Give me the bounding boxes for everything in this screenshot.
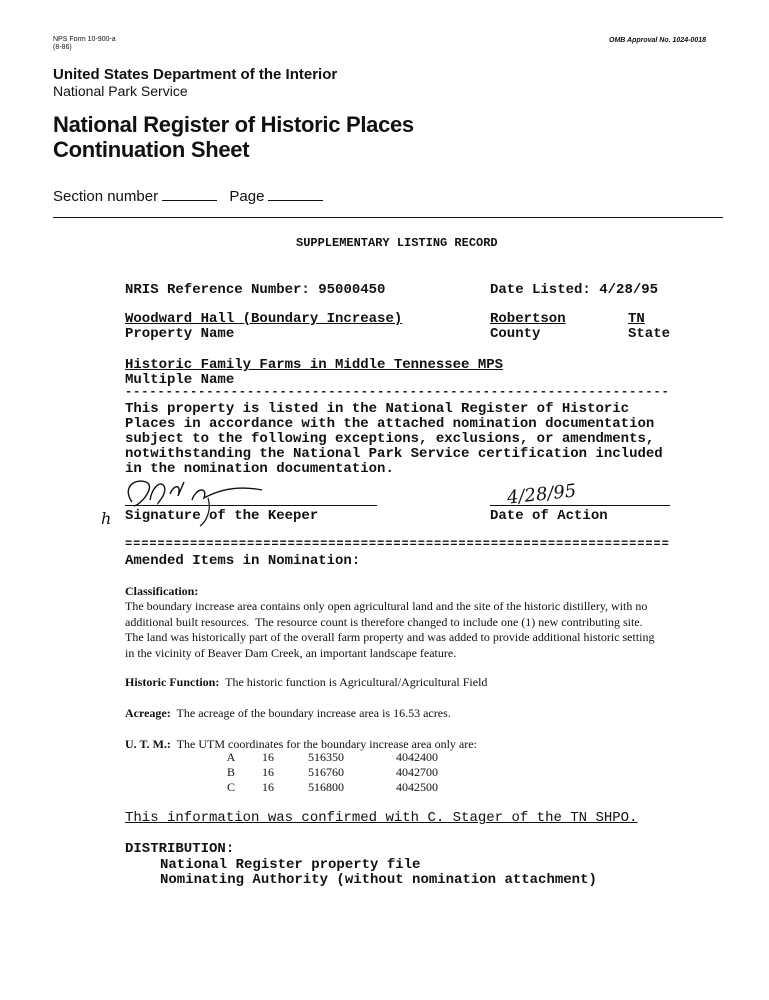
statement-line: This property is listed in the National Register of Historic xyxy=(125,401,630,417)
county-value: Robertson xyxy=(490,311,566,327)
utm-northing: 4042500 xyxy=(396,780,438,794)
acreage-text: The acreage of the boundary increase area is 16.53 acres. xyxy=(176,706,451,720)
utm-northing: 4042700 xyxy=(396,765,438,779)
utm-point: A xyxy=(226,750,236,764)
utm-easting: 516800 xyxy=(308,780,344,794)
record-heading: SUPPLEMENTARY LISTING RECORD xyxy=(296,236,498,250)
header-divider xyxy=(53,217,723,218)
section-number-field xyxy=(162,199,217,201)
nris-reference xyxy=(125,282,385,298)
service-name: National Park Service xyxy=(53,83,188,99)
signature-label: Signature of the Keeper xyxy=(125,508,319,524)
state-value: TN xyxy=(628,311,645,327)
distribution-item: National Register property file xyxy=(160,857,421,873)
county-label: County xyxy=(490,326,541,342)
section-page-fields xyxy=(53,188,327,205)
statement-line: notwithstanding the National Park Service certification included xyxy=(125,446,663,462)
form-revision: (8-86) xyxy=(53,44,72,51)
date-listed xyxy=(490,282,658,298)
nris-label: NRIS Reference Number: xyxy=(125,282,310,298)
date-line xyxy=(490,505,670,506)
double-divider: =================================================================== xyxy=(125,537,670,551)
page-title: National Register of Historic Places xyxy=(53,112,414,137)
classification-text xyxy=(125,599,655,661)
distribution-heading: DISTRIBUTION: xyxy=(125,841,235,857)
certification-statement xyxy=(125,402,663,477)
multiple-name-label: Multiple Name xyxy=(125,372,235,388)
distribution-item: Nominating Authority (without nomination attachment) xyxy=(160,872,597,888)
amended-heading: Amended Items in Nomination: xyxy=(125,553,361,569)
classification-line: The land was historically part of the overall farm property and was added to provide additional historic setting xyxy=(125,630,655,644)
utm-point: C xyxy=(226,780,235,794)
classification-line: The boundary increase area contains only open agricultural land and the site of the historic distillery, with no xyxy=(125,599,648,613)
signature-line xyxy=(125,505,377,506)
utm-label: U. T. M.: xyxy=(125,737,171,751)
statement-line: subject to the following exceptions, exclusions, or amendments, xyxy=(125,431,655,447)
utm-row xyxy=(200,765,438,780)
statement-line: in the nomination documentation. xyxy=(125,461,394,477)
property-name-value: Woodward Hall (Boundary Increase) xyxy=(125,311,403,327)
utm-easting: 516350 xyxy=(308,750,344,764)
historic-function-label: Historic Function: xyxy=(125,675,220,689)
utm-row xyxy=(200,750,438,765)
historic-function xyxy=(125,675,487,690)
department-name: United States Department of the Interior xyxy=(53,66,338,83)
statement-line: Places in accordance with the attached nomination documentation xyxy=(125,416,655,432)
utm-zone: 16 xyxy=(262,780,274,794)
nris-value: 95000450 xyxy=(318,282,386,298)
margin-mark: h xyxy=(101,509,112,528)
property-name-label: Property Name xyxy=(125,326,235,342)
state-label: State xyxy=(628,326,671,342)
page-label: Page xyxy=(229,188,265,205)
utm-point: B xyxy=(226,765,235,779)
historic-function-text: The historic function is Agricultural/Agricultural Field xyxy=(225,675,488,689)
utm-zone: 16 xyxy=(262,750,274,764)
acreage-label: Acreage: xyxy=(125,706,171,720)
form-number: NPS Form 10-900-a xyxy=(53,36,116,43)
omb-approval: OMB Approval No. 1024-0018 xyxy=(609,37,706,44)
multiple-name-value: Historic Family Farms in Middle Tennessee MPS xyxy=(125,357,504,373)
page-subtitle: Continuation Sheet xyxy=(53,137,250,162)
classification-heading: Classification: xyxy=(125,584,199,598)
date-of-action-label: Date of Action xyxy=(490,508,608,524)
utm-zone: 16 xyxy=(262,765,274,779)
classification-line: in the vicinity of Beaver Dam Creek, an important landscape feature. xyxy=(125,645,457,660)
utm-northing: 4042400 xyxy=(396,750,438,764)
dash-divider: ------------------------------------------------------------------- xyxy=(125,385,670,399)
utm-row xyxy=(200,780,438,795)
section-label: Section number xyxy=(53,188,159,205)
utm-intro-text: The UTM coordinates for the boundary increase area only are: xyxy=(176,737,477,751)
acreage xyxy=(125,706,451,721)
date-listed-label: Date Listed: xyxy=(490,282,591,298)
utm-table xyxy=(200,750,438,795)
classification-line: additional built resources. The resource count is therefore changed to include one (1) new contributing site. xyxy=(125,614,643,629)
handwritten-date: 4/28/95 xyxy=(506,480,578,509)
page-number-field xyxy=(268,199,323,201)
confirmation-note: This information was confirmed with C. Stager of the TN SHPO. xyxy=(125,810,638,826)
date-listed-value: 4/28/95 xyxy=(599,282,659,298)
utm-easting: 516760 xyxy=(308,765,344,779)
